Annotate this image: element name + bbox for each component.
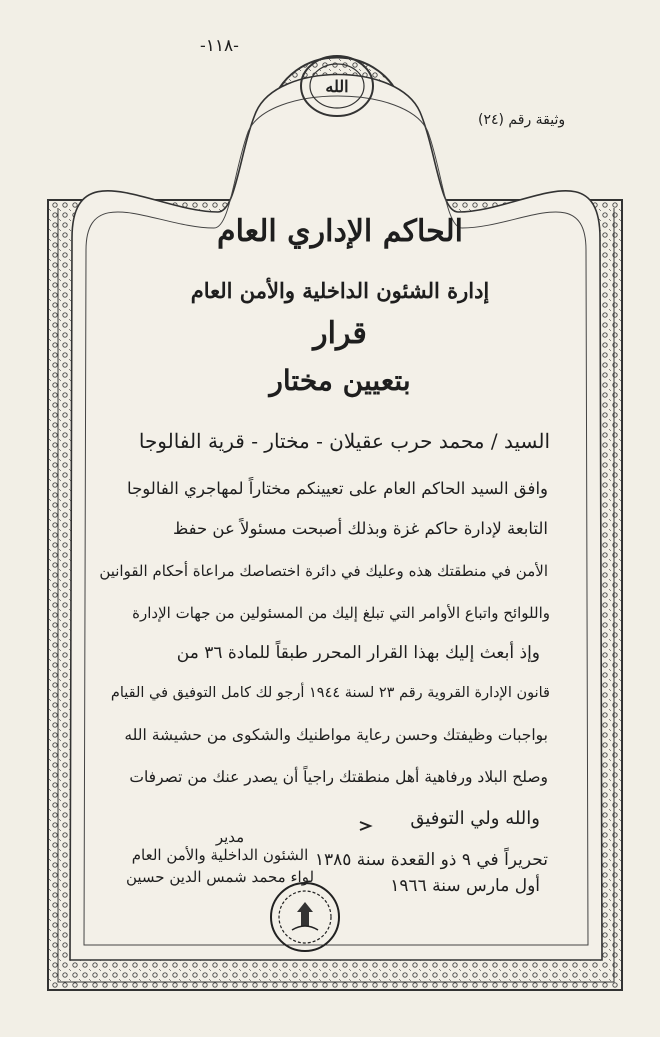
closing-line: والله ولي التوفيق [410, 808, 540, 829]
decision-heading: قرار [313, 316, 367, 351]
signatory-title: مدير [215, 828, 245, 846]
body-line: وافق السيد الحاكم العام على تعيينكم مختاراً لمهاجري الفالوجا [127, 479, 548, 498]
signatory-department: الشئون الداخلية والأمن العام [131, 846, 309, 864]
body-line: بواجبات وظيفتك وحسن رعاية مواطنيك والشكوى من حشيشة الله [124, 726, 548, 744]
body-line: قانون الإدارة القروية رقم ٢٣ لسنة ١٩٤٤ أرجو لك كامل التوفيق في القيام [110, 685, 550, 701]
body-line: وصلح البلاد ورفاهية أهل منطقتك راجياً أن يصدر عنك من تصرفات [129, 768, 548, 786]
addressee-line: السيد / محمد حرب عقيلان - مختار - قرية الفالوجا [138, 429, 550, 453]
authority-title: الحاكم الإداري العام [217, 214, 463, 249]
body-line: واللوائح واتباع الأوامر التي تبلغ إليك من المسئولين من جهات الإدارة [132, 604, 550, 622]
body-line: التابعة لإدارة حاكم غزة وبذلك أصبحت مسئولاً عن حفظ [172, 519, 548, 538]
date-gregorian: أول مارس سنة ١٩٦٦ [390, 876, 540, 896]
department-title: إدارة الشئون الداخلية والأمن العام [190, 278, 490, 303]
body-line: الأمن في منطقتك هذه وعليك في دائرة اختصاصك مراعاة أحكام القوانين [99, 562, 548, 580]
official-seal-stamp [268, 880, 342, 954]
page-number: -١١٨- [200, 36, 239, 56]
signatory-name: لواء محمد شمس الدين حسين [125, 868, 315, 886]
decision-subject: بتعيين مختار [269, 364, 411, 397]
date-hijri: تحريراً في ٩ ذو القعدة سنة ١٣٨٥ [314, 850, 548, 870]
document-label: وثيقة رقم (٢٤) [478, 112, 566, 128]
crest-emblem: الله [325, 76, 349, 96]
body-line: وإذ أبعث إليك بهذا القرار المحرر طبقاً للمادة ٣٦ من [176, 643, 540, 663]
